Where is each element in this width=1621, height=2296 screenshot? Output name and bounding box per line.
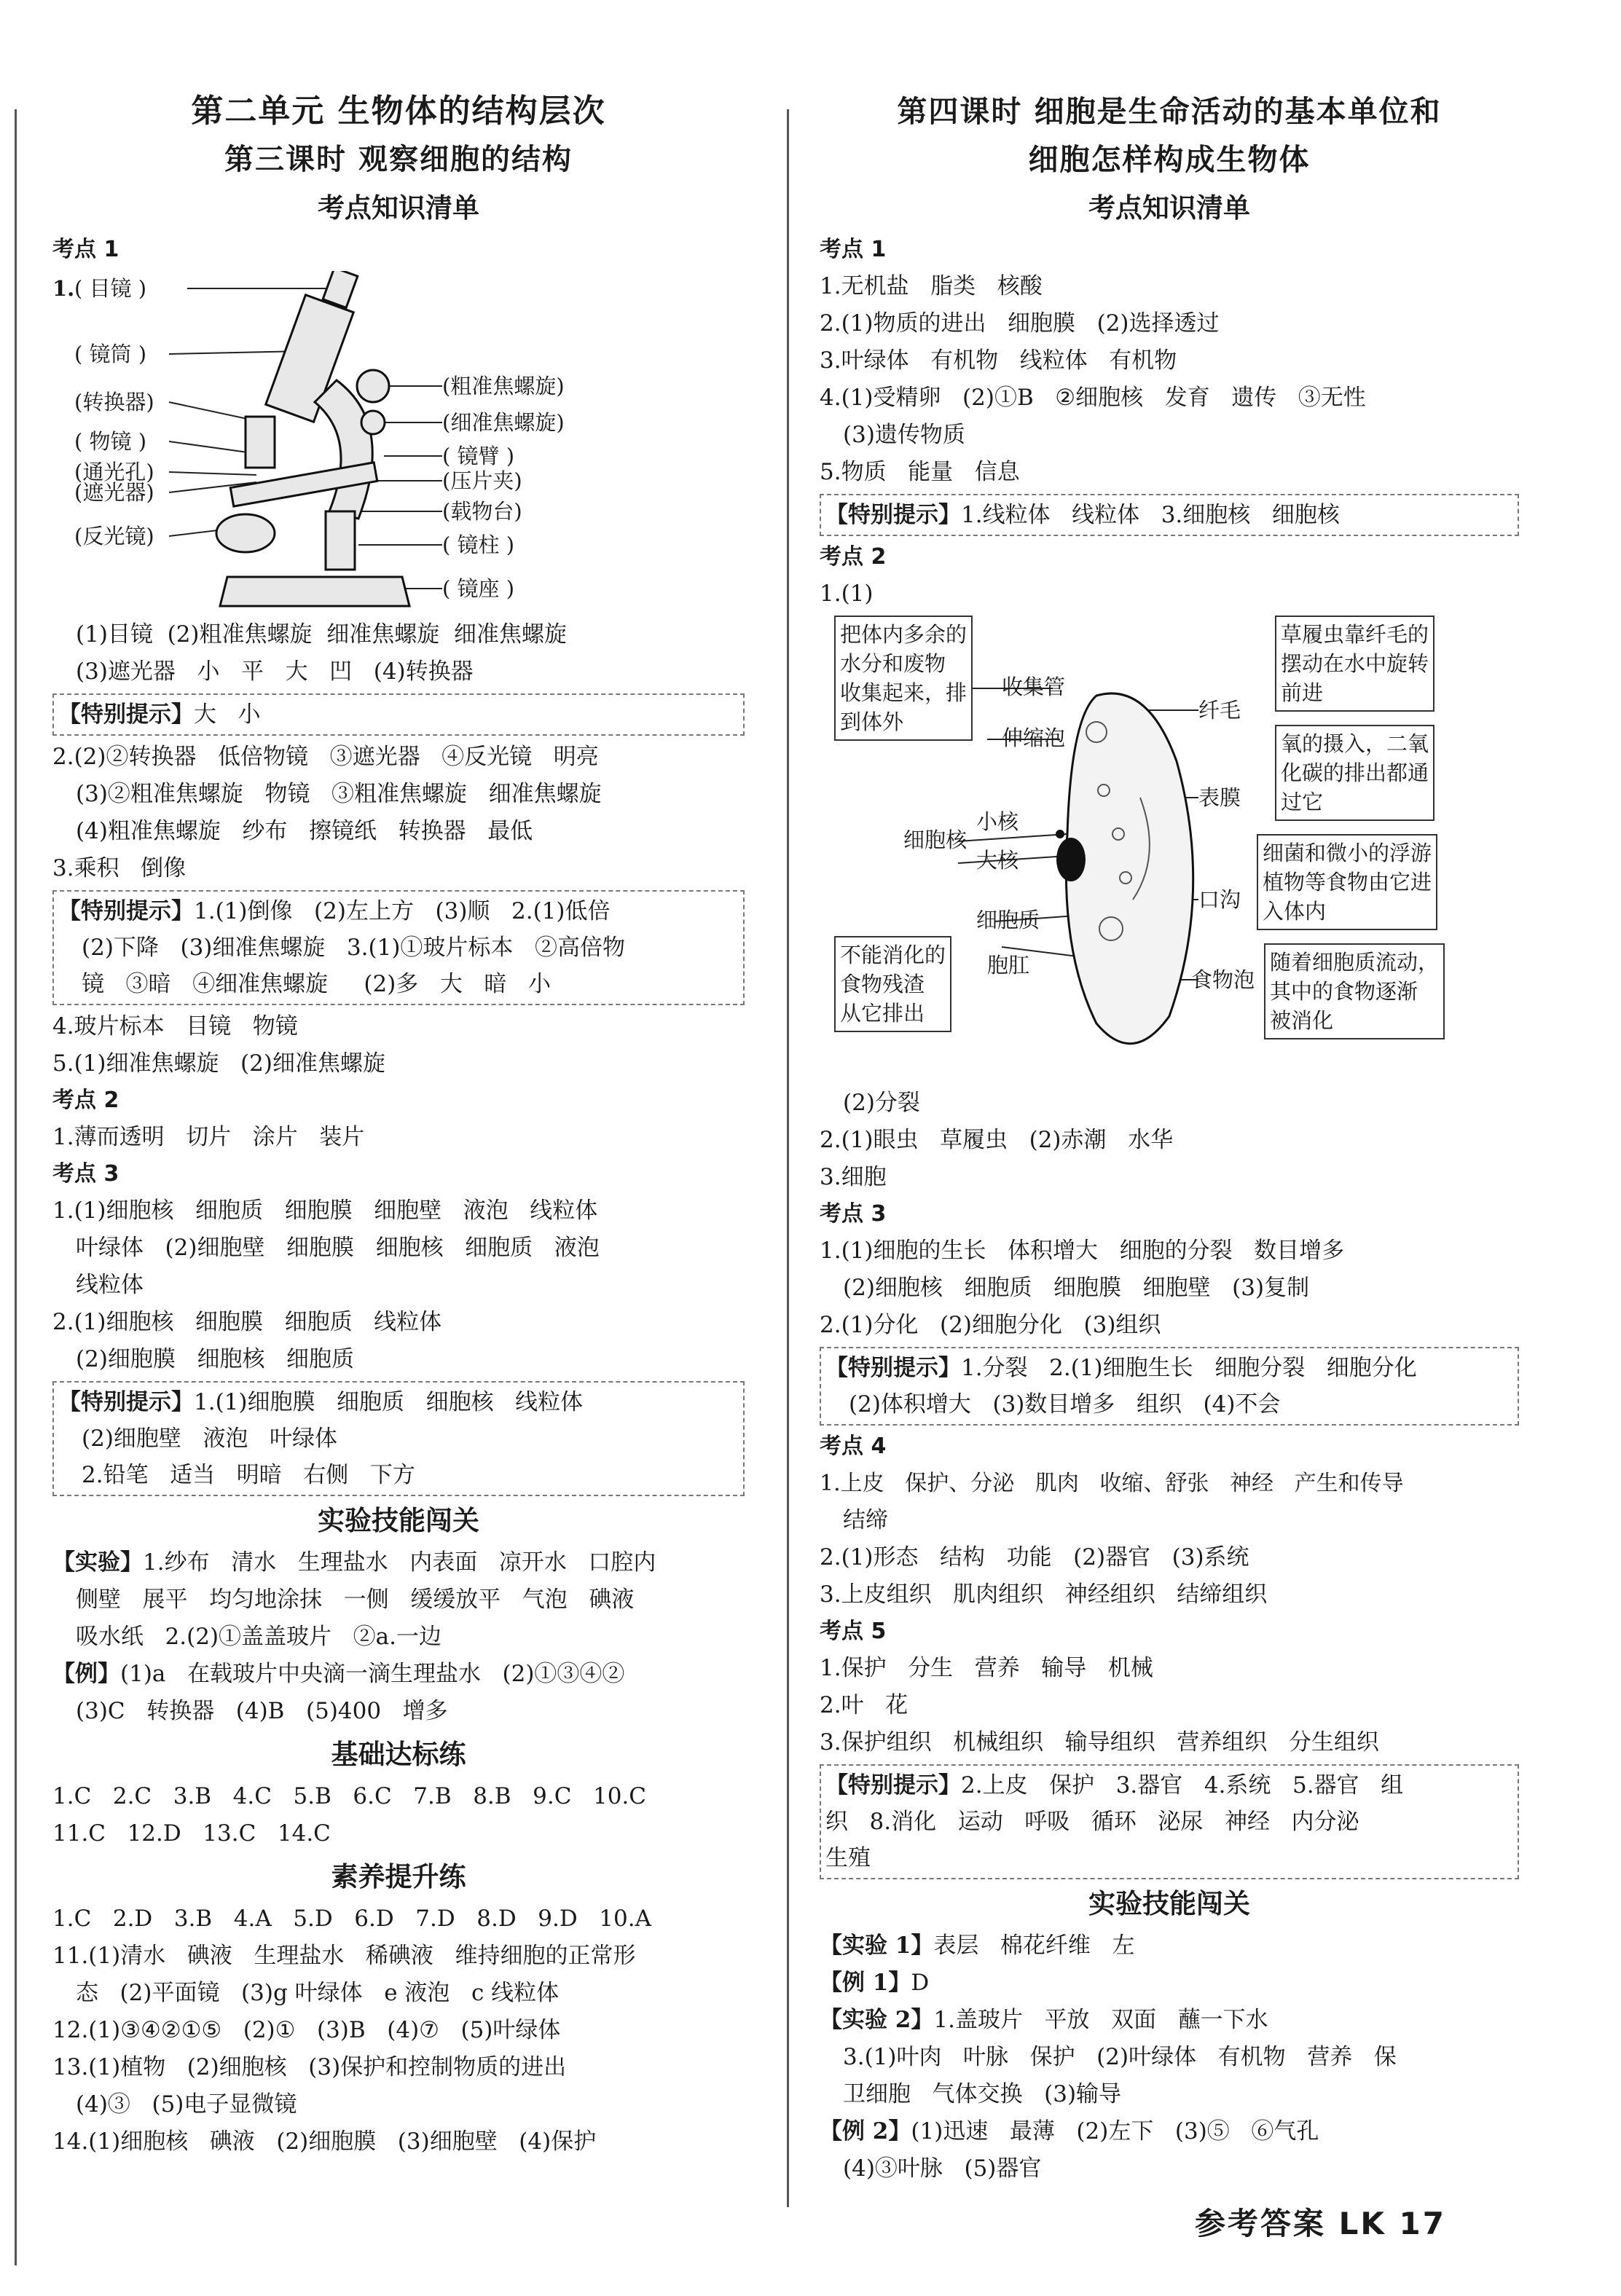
answer-line: (4)③ (5)电子显微镜 [76, 2091, 297, 2118]
contractile-note-box: 把体内多余的 水分和废物 收集起来，排 到体外 [834, 616, 973, 741]
answer-line: (1)a 在载玻片中央滴一滴生理盐水 (2)①③④② [120, 1661, 625, 1687]
label-mirror: (反光镜) [74, 524, 154, 549]
answer-line: (3)C 转换器 (4)B (5)400 增多 [76, 1698, 448, 1724]
label-macronucleus: 大核 [976, 848, 1019, 873]
answer-line: 4.玻片标本 目镜 物镜 [52, 1013, 298, 1039]
example-tag: 【例 1】 [820, 1970, 911, 1996]
section-heading: 素养提升练 [331, 1861, 466, 1892]
answer-line: 1.无机盐 脂类 核酸 [820, 273, 1043, 299]
answer-line: 线粒体 [76, 1272, 144, 1298]
anus-note-box: 不能消化的 食物残渣 从它排出 [834, 936, 951, 1032]
answer-line: 3.(1)叶肉 叶脉 保护 (2)叶绿体 有机物 营养 保 [843, 2044, 1397, 2070]
label-food-vacuole: 食物泡 [1191, 967, 1255, 992]
kaodian-heading: 考点 1 [52, 237, 119, 262]
label-eyepiece: ( 目镜 ) [74, 276, 147, 301]
answer-line: 2.(1)形态 结构 功能 (2)器官 (3)系统 [820, 1544, 1249, 1570]
answer-line: 3.乘积 倒像 [52, 855, 187, 881]
tip-text: 织 8.消化 运动 呼吸 循环 泌尿 神经 内分泌 [825, 1809, 1359, 1835]
special-tip-box [820, 494, 1519, 536]
answer-line: 态 (2)平面镜 (3)g 叶绿体 e 液泡 c 线粒体 [76, 1980, 560, 2006]
tip-text: 大 小 [194, 701, 261, 728]
answer-line: (1)迅速 最薄 (2)左下 (3)⑤ ⑥气孔 [911, 2118, 1319, 2144]
tip-text: (2)体积增大 (3)数目增多 组织 (4)不会 [849, 1391, 1281, 1418]
answer-line: 2.(1)细胞核 细胞膜 细胞质 线粒体 [52, 1309, 442, 1335]
answer-line: 卫细胞 气体交换 (3)输导 [843, 2081, 1122, 2107]
label-tube: ( 镜筒 ) [74, 342, 147, 366]
unit-title: 第二单元 生物体的结构层次 [191, 93, 606, 130]
answer-line: 2.(1)物质的进出 细胞膜 (2)选择透过 [820, 310, 1220, 337]
answer-line: (1)目镜 (2)粗准焦螺旋 细准焦螺旋 细准焦螺旋 [76, 621, 567, 648]
section-heading: 实验技能闯关 [1088, 1888, 1250, 1919]
oral-groove-note-box: 细菌和微小的浮游 植物等食物由它进 入体内 [1257, 834, 1437, 930]
kaodian-heading: 考点 2 [820, 544, 887, 570]
answer-line: (3)遗传物质 [843, 422, 965, 448]
label-oral-groove: 口沟 [1198, 887, 1241, 912]
tip-tag: 【特别提示】 [58, 701, 194, 728]
experiment-tag: 【实验 2】 [820, 2007, 934, 2033]
answer-line: (3)遮光器 小 平 大 凹 (4)转换器 [76, 658, 474, 685]
lesson-title: 第三课时 观察细胞的结构 [224, 143, 573, 176]
pellicle-note-box: 氧的摄入，二氧 化碳的排出都通 过它 [1275, 725, 1434, 821]
answer-line: 3.叶绿体 有机物 线粒体 有机物 [820, 347, 1177, 374]
kaodian-heading: 考点 4 [820, 1434, 887, 1459]
answer-line: 1.C 2.C 3.B 4.C 5.B 6.C 7.B 8.B 9.C 10.C [52, 1783, 646, 1809]
label-base: ( 镜座 ) [442, 576, 515, 601]
special-tip-box [820, 1347, 1519, 1426]
label-collecting-canal: 收集管 [1002, 675, 1066, 699]
label-contractile-vacuole: 伸缩泡 [1002, 726, 1066, 750]
tip-tag: 【特别提示】 [825, 1772, 961, 1798]
section-heading: 考点知识清单 [1088, 192, 1250, 224]
answer-line: (2)细胞核 细胞质 细胞膜 细胞壁 (3)复制 [843, 1275, 1310, 1301]
kaodian-heading: 考点 2 [52, 1088, 119, 1113]
column-divider [787, 109, 789, 2207]
label-aperture: (通光孔) [74, 460, 154, 484]
label-clip: (压片夹) [442, 468, 522, 493]
answer-line: 吸水纸 2.(2)①盖盖玻片 ②a.一边 [76, 1624, 441, 1650]
answer-line: (4)③叶脉 (5)器官 [843, 2155, 1042, 2182]
answer-line: 14.(1)细胞核 碘液 (2)细胞膜 (3)细胞壁 (4)保护 [52, 2128, 597, 2155]
answer-line: 1.(1) [820, 581, 874, 607]
tip-text: 1.(1)倒像 (2)左上方 (3)顺 2.(1)低倍 [194, 898, 611, 924]
special-tip-box [52, 890, 745, 1005]
tip-text: 2.铅笔 适当 明暗 右侧 下方 [82, 1462, 415, 1488]
special-tip-box [52, 1381, 745, 1496]
food-vacuole-note-box: 随着细胞质流动， 其中的食物逐渐 被消化 [1264, 943, 1445, 1039]
answer-line: 11.(1)清水 碘液 生理盐水 稀碘液 维持细胞的正常形 [52, 1943, 636, 1969]
answer-line: 2.(2)②转换器 低倍物镜 ③遮光器 ④反光镜 明亮 [52, 744, 599, 770]
tip-tag: 【特别提示】 [825, 502, 961, 528]
section-heading: 实验技能闯关 [318, 1505, 479, 1536]
special-tip-box [820, 1764, 1519, 1879]
answer-line: 1.上皮 保护、分泌 肌肉 收缩、舒张 神经 产生和传导 [820, 1471, 1404, 1496]
answer-line: 叶绿体 (2)细胞壁 细胞膜 细胞核 细胞质 液泡 [76, 1235, 600, 1261]
answer-line: (2)分裂 [843, 1090, 920, 1116]
section-heading: 基础达标练 [331, 1739, 466, 1770]
answer-line: (4)粗准焦螺旋 纱布 擦镜纸 转换器 最低 [76, 818, 533, 844]
label-coarse: (粗准焦螺旋) [442, 374, 565, 398]
answer-line: 2.(1)眼虫 草履虫 (2)赤潮 水华 [820, 1127, 1174, 1153]
answer-line: 2.叶 花 [820, 1692, 908, 1718]
example-tag: 【例】 [52, 1661, 120, 1687]
answer-line: 13.(1)植物 (2)细胞核 (3)保护和控制物质的进出 [52, 2054, 567, 2080]
experiment-tag: 【实验 1】 [820, 1933, 934, 1959]
example-tag: 【例 2】 [820, 2118, 911, 2144]
answer-line: 11.C 12.D 13.C 14.C [52, 1820, 331, 1847]
label-pellicle: 表膜 [1198, 785, 1241, 810]
label-cytoplasm: 细胞质 [976, 908, 1040, 932]
answer-line: 侧壁 展平 均匀地涂抹 一侧 缓缓放平 气泡 碘液 [76, 1587, 635, 1613]
label-pillar: ( 镜柱 ) [442, 532, 515, 557]
answer-line: 1.纱布 清水 生理盐水 内表面 凉开水 口腔内 [143, 1549, 656, 1576]
answer-line: 2.(1)分化 (2)细胞分化 (3)组织 [820, 1312, 1161, 1338]
tip-tag: 【特别提示】 [825, 1355, 961, 1381]
label-fine: (细准焦螺旋) [442, 410, 565, 435]
tip-text: (2)下降 (3)细准焦螺旋 3.(1)①玻片标本 ②高倍物 [82, 935, 625, 961]
special-tip-box [52, 693, 745, 736]
answer-line: 1.(1)细胞核 细胞质 细胞膜 细胞壁 液泡 线粒体 [52, 1198, 598, 1224]
right-column [820, 87, 1519, 2187]
tip-tag: 【特别提示】 [58, 898, 194, 924]
tip-text: 生殖 [825, 1845, 871, 1871]
left-margin-rule [15, 109, 17, 2265]
answer-line: 表层 棉花纤维 左 [933, 1933, 1135, 1959]
microscope-diagram [52, 271, 745, 613]
label-arm: ( 镜臂 ) [442, 444, 515, 468]
paramecium-diagram [820, 616, 1519, 1082]
answer-line: (2)细胞膜 细胞核 细胞质 [76, 1346, 355, 1372]
answer-line: 1.C 2.D 3.B 4.A 5.D 6.D 7.D 8.D 9.D 10.A [52, 1906, 651, 1932]
answer-line: 3.上皮组织 肌肉组织 神经组织 结缔组织 [820, 1581, 1268, 1608]
q1-prefix: 1. [52, 276, 75, 301]
label-diaphragm: (遮光器) [74, 480, 154, 505]
answer-line: 1.(1)细胞的生长 体积增大 细胞的分裂 数目增多 [820, 1238, 1345, 1264]
label-anal-pore: 胞肛 [987, 953, 1030, 978]
answer-line: 1.薄而透明 切片 涂片 装片 [52, 1124, 365, 1150]
label-cilia: 纤毛 [1198, 698, 1241, 723]
answer-line: 1.盖玻片 平放 双面 蘸一下水 [933, 2007, 1268, 2033]
tip-text: 镜 ③暗 ④细准焦螺旋 (2)多 大 暗 小 [82, 971, 551, 997]
tip-text: 1.分裂 2.(1)细胞生长 细胞分裂 细胞分化 [961, 1355, 1417, 1381]
answer-line: 5.物质 能量 信息 [820, 459, 1020, 485]
tip-text: (2)细胞壁 液泡 叶绿体 [82, 1426, 338, 1452]
cilia-note-box: 草履虫靠纤毛的 摆动在水中旋转 前进 [1275, 616, 1434, 712]
experiment-tag: 【实验】 [52, 1549, 143, 1576]
lesson-title-line2: 细胞怎样构成生物体 [1028, 142, 1311, 177]
tip-text: 2.上皮 保护 3.器官 4.系统 5.器官 组 [961, 1772, 1404, 1798]
page-footer: 参考答案 LK 17 [1195, 2206, 1447, 2241]
answer-line: 12.(1)③④②①⑤ (2)① (3)B (4)⑦ (5)叶绿体 [52, 2017, 561, 2043]
label-stage: (载物台) [442, 499, 522, 524]
tip-text: 1.(1)细胞膜 细胞质 细胞核 线粒体 [194, 1389, 584, 1415]
microscope-drawing [52, 271, 460, 613]
label-nucleus: 细胞核 [903, 827, 968, 852]
kaodian-heading: 考点 3 [52, 1161, 119, 1187]
answer-line: 3.保护组织 机械组织 输导组织 营养组织 分生组织 [820, 1729, 1379, 1756]
label-objective: ( 物镜 ) [74, 429, 147, 454]
answer-line: D [911, 1970, 930, 1996]
answer-line: 5.(1)细准焦螺旋 (2)细准焦螺旋 [52, 1050, 385, 1077]
label-micronucleus: 小核 [976, 809, 1019, 834]
tip-text: 1.线粒体 线粒体 3.细胞核 细胞核 [961, 502, 1340, 528]
tip-tag: 【特别提示】 [58, 1389, 194, 1415]
left-column [52, 87, 745, 2161]
lesson-title: 第四课时 细胞是生命活动的基本单位和 [897, 94, 1442, 129]
label-nosepiece: (转换器) [74, 390, 154, 414]
answer-line: 3.细胞 [820, 1164, 887, 1190]
kaodian-heading: 考点 1 [820, 237, 887, 262]
answer-line: 4.(1)受精卵 (2)①B ②细胞核 发育 遗传 ③无性 [820, 385, 1366, 411]
kaodian-heading: 考点 3 [820, 1201, 887, 1227]
kaodian-heading: 考点 5 [820, 1619, 887, 1644]
section-heading: 考点知识清单 [318, 192, 479, 224]
answer-line: 1.保护 分生 营养 输导 机械 [820, 1655, 1153, 1681]
answer-line: (3)②粗准焦螺旋 物镜 ③粗准焦螺旋 细准焦螺旋 [76, 781, 602, 807]
answer-line: 结缔 [843, 1507, 888, 1533]
